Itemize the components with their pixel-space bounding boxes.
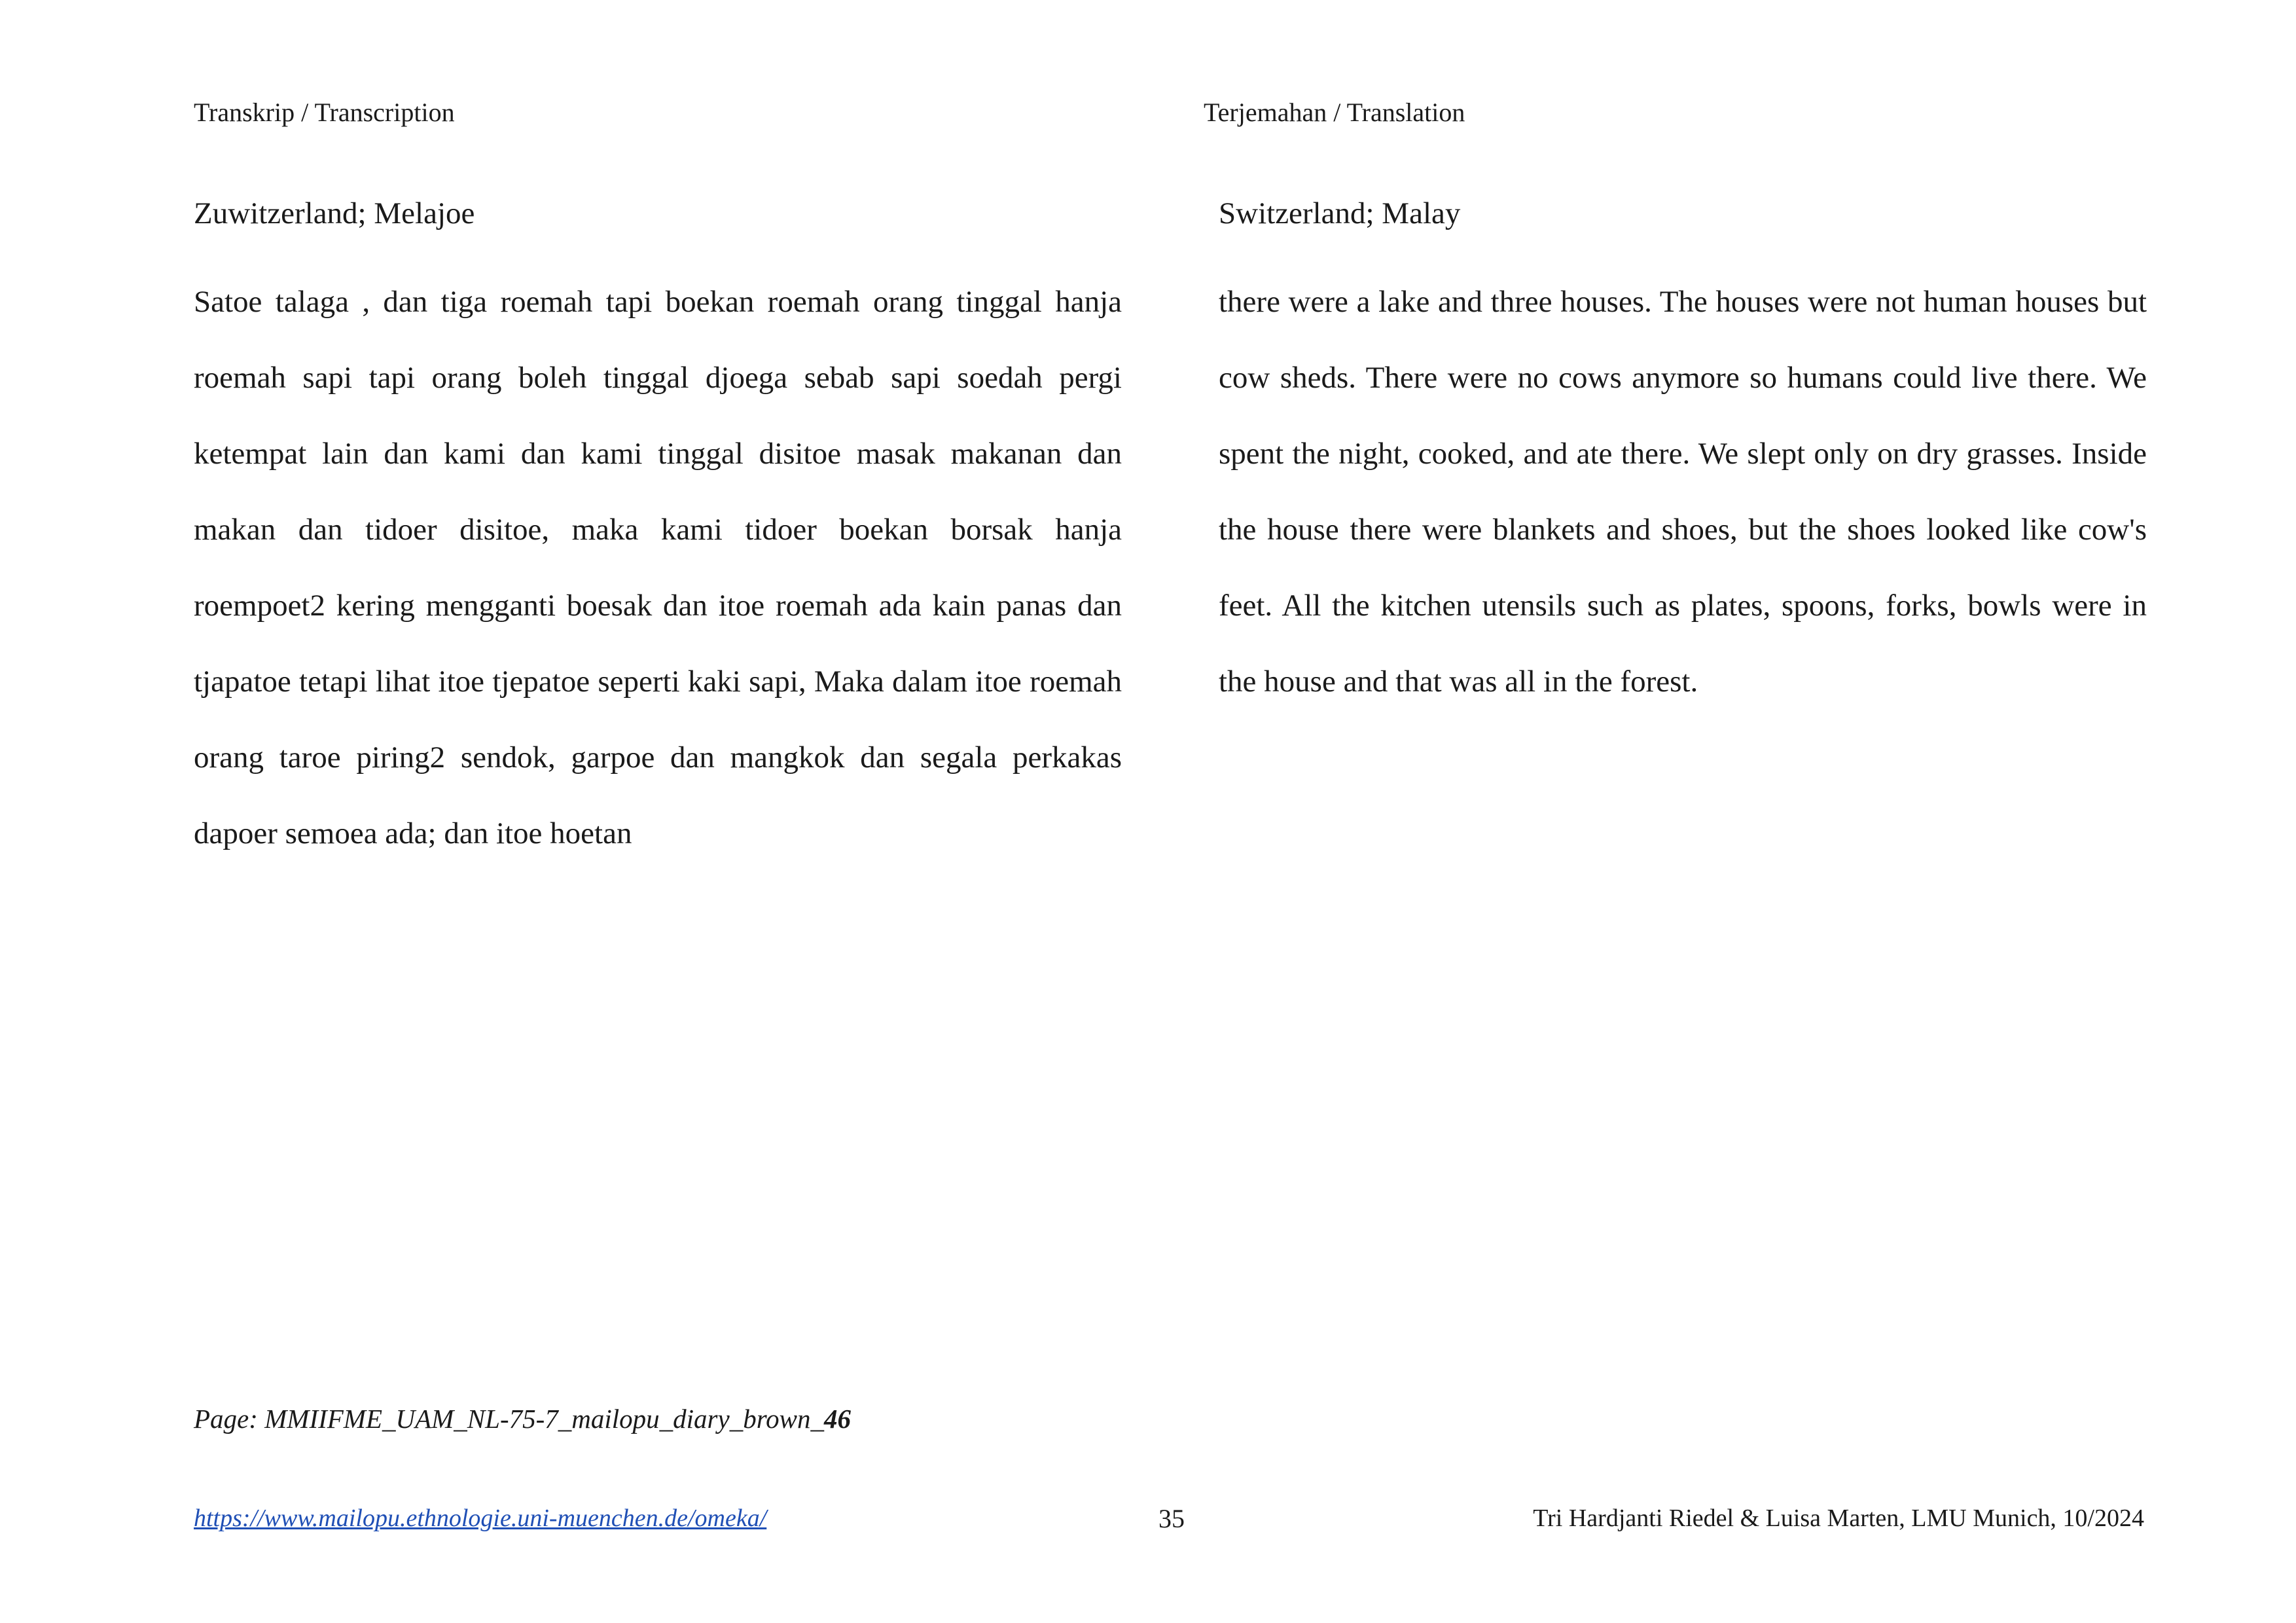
omeka-link[interactable]: https://www.mailopu.ethnologie.uni-muenchen.de/omeka/ [194,1504,767,1532]
transcription-body: Satoe talaga , dan tiga roemah tapi boekan roemah orang tinggal hanja roemah sapi tapi orang boleh tinggal djoega sebab sapi soedah pergi ketempat lain dan kami dan kami tinggal disitoe masak makanan dan makan dan tidoer disitoe, maka kami tidoer boekan borsak hanja roempoet2 kering mengganti boesak dan itoe roemah ada kain panas dan tjapatoe tetapi lihat itoe tjepatoe seperti kaki sapi, Maka dalam itoe roemah orang taroe piring2 sendok, garpoe dan mangkok dan segala perkakas dapoer semoea ada; dan itoe hoetan [194,285,1122,850]
translation-body: there were a lake and three houses. The houses were not human houses but cow sheds. There were no cows anymore so humans could live there. We spent the night, cooked, and ate there. We slept only on dry grasses. Inside the house there were blankets and shoes, but the shoes looked like cow's feet. All the kitchen utensils such as plates, spoons, forks, bowls were in the house and that was all in the forest. [1219,285,2147,699]
translation-title: Switzerland; Malay [1219,196,1461,230]
page-reference-number: 46 [823,1404,851,1434]
transcription-column [194,193,1122,871]
page-number: 35 [1158,1504,1185,1533]
footer-credit: Tri Hardjanti Riedel & Luisa Marten, LMU Munich, 10/2024 [1533,1504,2144,1532]
transcription-title: Zuwitzerland; Melajoe [194,196,475,230]
page-reference-prefix: Page: MMIIFME_UAM_NL-75-7_mailopu_diary_brown_ [194,1404,824,1434]
page-reference [194,1401,851,1436]
translation-column [1219,193,2147,720]
transcription-header: Transkrip / Transcription [194,98,455,127]
translation-header: Terjemahan / Translation [1204,98,1465,127]
